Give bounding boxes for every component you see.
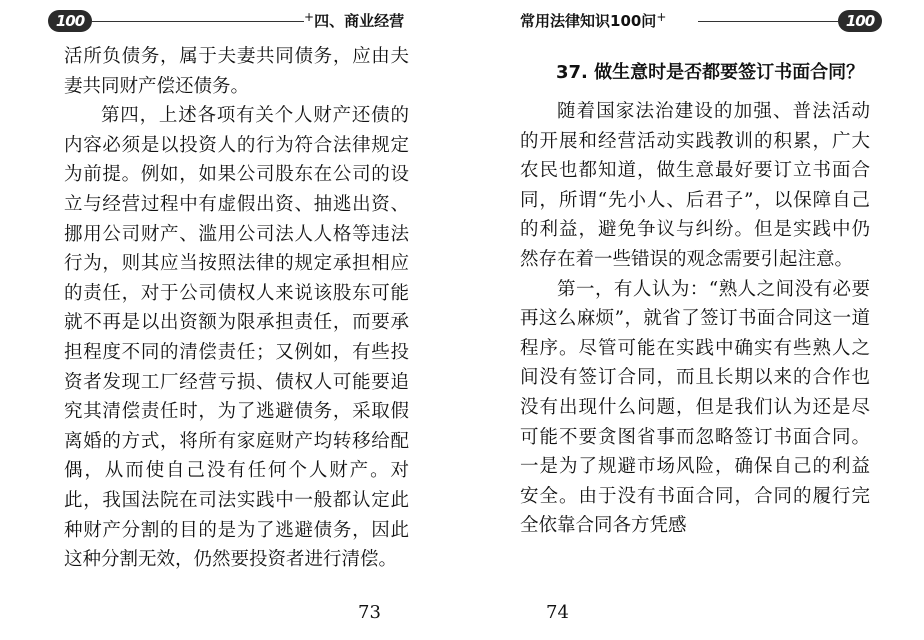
right-header-badge: 100 bbox=[838, 10, 882, 32]
right-header bbox=[462, 6, 924, 36]
left-header-title-text: 四、商业经营 bbox=[314, 12, 405, 30]
left-header-title bbox=[304, 10, 404, 31]
question-title: 37. 做生意时是否都要签订书面合同？ bbox=[556, 62, 865, 83]
right-page bbox=[462, 0, 924, 640]
right-body-text bbox=[520, 58, 870, 541]
right-paragraph-1: 随着国家法治建设的加强、普法活动的开展和经营活动实践教训的积累，广大农民也都知道，做生意最好要订立书面合同，所谓“先小人、后君子”，以保障自己的利益，避免争议与纠纷。但是实践中仍然存在着一些错误的观念需要引起注意。 bbox=[520, 101, 870, 270]
left-paragraph-1: 活所负债务，属于夫妻共同债务，应由夫妻共同财产偿还债务。 bbox=[64, 46, 409, 97]
right-paragraph-2: 第一，有人认为：“熟人之间没有必要再这么麻烦”，就省了签订书面合同这一道程序。尽管可能在实践中确实有些熟人之间没有签订合同，而且长期以来的合作也没有出现什么问题，但是我们认为还是尽可能不要贪图省事而忽略签订书面合同。一是为了规避市场风险，确保自己的利益安全。由于没有书面合同，合同的履行完全依靠合同各方凭感 bbox=[520, 278, 870, 537]
left-header-rule bbox=[92, 21, 304, 22]
header-plus-mark: + bbox=[656, 10, 667, 24]
left-page-number: 73 bbox=[358, 602, 381, 623]
right-header-rule bbox=[698, 21, 838, 22]
right-header-title bbox=[520, 10, 666, 31]
header-plus-mark: + bbox=[304, 10, 315, 24]
left-body-text bbox=[64, 42, 409, 575]
left-header-badge: 100 bbox=[48, 10, 92, 32]
right-page-number: 74 bbox=[546, 602, 569, 623]
left-paragraph-2: 第四，上述各项有关个人财产还债的内容必须是以投资人的行为符合法律规定为前提。例如，如果公司股东在公司的设立与经营过程中有虚假出资、抽逃出资、挪用公司财产、滥用公司法人人格等违法行为，则其应当按照法律的规定承担相应的责任，对于公司债权人来说该股东可能就不再是以出资额为限承担责任，而要承担程度不同的清偿责任；又例如，有些投资者发现工厂经营亏损、债权人可能要追究其清偿责任时，为了逃避债务，采取假离婚的方式，将所有家庭财产均转移给配偶，从而使自己没有任何个人财产。对此，我国法院在司法实践中一般都认定此种财产分割的目的是为了逃避债务，因此这种分割无效，仍然要投资者进行清偿。 bbox=[64, 105, 409, 571]
right-header-title-text: 常用法律知识100问 bbox=[520, 12, 657, 30]
left-header bbox=[0, 6, 462, 36]
